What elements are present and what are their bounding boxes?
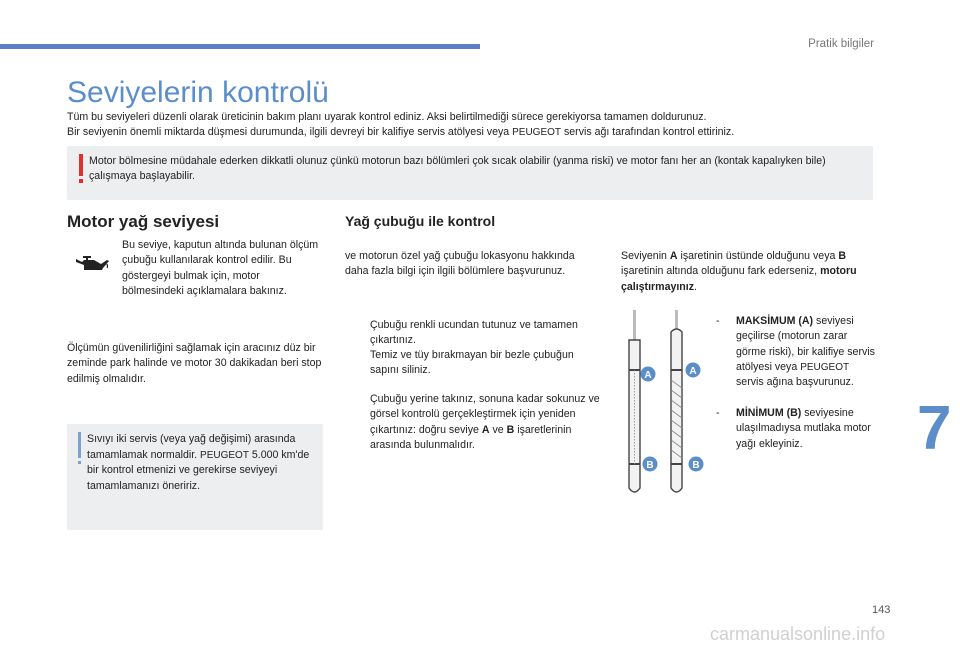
svg-text:B: B (692, 460, 700, 471)
marker-a-right (686, 363, 701, 378)
dipstick-heading: Yağ çubuğu ile kontrol (345, 213, 496, 229)
mark-b-ref: B (506, 423, 515, 436)
text-part: seviyesine ulaşılmadıysa mutlaka motor yağı ekleyiniz. (736, 407, 871, 450)
intro-text: servis ağı tarafından kontrol ettiriniz. (561, 125, 735, 138)
text-part: servis ağına başvurunuz. (736, 376, 854, 389)
dipstick-illustration (610, 310, 712, 496)
intro-line-2 (67, 125, 887, 141)
info-icon (78, 432, 81, 458)
text-part: Çubuğu yerine takınız, sonuna kadar sokunuz ve görsel kontrolü gerçekleştirmek için yeniden çıkartınız: doğru seviye (370, 393, 600, 436)
section-label: Pratik bilgiler (808, 38, 874, 50)
mark-a-ref: A (481, 423, 490, 436)
text-part: işaretinin üstünde olduğunu veya (677, 250, 839, 262)
list-dash: - (716, 407, 720, 419)
step-text: Çubuğu renkli ucundan tutunuz ve tamamen çıkartınız. (370, 319, 578, 347)
info-text (87, 432, 312, 494)
measurement-conditions: Ölçümün güvenilirliğini sağlamak için aracınız düz bir zeminde park halinde ve motor 30 dakikadan beri stop edilmiş olmalıdır. (67, 342, 322, 385)
svg-text:A: A (689, 366, 697, 377)
min-level-label: MİNİMUM (B) (736, 407, 802, 419)
oil-can-icon (74, 253, 110, 273)
text-part: . (694, 280, 697, 293)
svg-text:A: A (644, 370, 652, 381)
marker-b-right (689, 457, 704, 472)
text-part: seviyesi geçilirse (motorun zarar görme riski), bir kalifiye servis atölyesi veya (736, 315, 875, 373)
text-part: Seviyenin (621, 250, 670, 262)
mark-a-ref: A (669, 250, 678, 262)
list-dash: - (716, 315, 720, 327)
warning-icon (79, 154, 83, 184)
chapter-number: 7 (917, 394, 952, 463)
step-text: Temiz ve tüy bırakmayan bir bezle çubuğun sapını siliniz. (370, 349, 574, 377)
max-level-text (716, 314, 876, 390)
warning-box (67, 146, 873, 200)
step-1 (345, 318, 605, 349)
mark-b-ref: B (838, 250, 846, 262)
page-number: 143 (872, 604, 891, 616)
warning-text: Motor bölmesine müdahale ederken dikkatli olunuz çünkü motorun bazı bölümleri çok sıcak olabilir (yanma riski) ve motor fanı her an (kontak kapalıyken bile) çalışmaya başlayabilir. (89, 155, 826, 182)
brand-name: PEUGEOT (800, 361, 850, 373)
motor-oil-heading: Motor yağ seviyesi (67, 212, 220, 231)
svg-text:B: B (646, 460, 654, 471)
brand-name: PEUGEOT (200, 449, 249, 461)
info-box (67, 424, 323, 530)
text-part: işaretinin altında olduğunu fark ederseniz, (621, 265, 821, 278)
intro-line-1: Tüm bu seviyeleri düzenli olarak üreticinin bakım planı uyarak kontrol ediniz. Aksi belirtilmediği sürece gerekiyorsa tamamen doldurunuz. (67, 111, 707, 123)
dipstick-intro: ve motorun özel yağ çubuğu lokasyonu hakkında daha fazla bilgi için ilgili bölümlere başvurunuz. (345, 250, 575, 278)
text-part: ve (489, 423, 507, 436)
do-not-start-warning: motoru çalıştırmayınız (621, 265, 857, 293)
min-level-text (716, 406, 876, 452)
step-2 (345, 348, 605, 379)
intro-text: Bir seviyenin önemli miktarda düşmesi durumunda, ilgili devreyi bir kalifiye servis atölyesi veya (67, 125, 513, 138)
header-accent-bar (0, 44, 480, 49)
text-part: işaretlerinin arasında bulunmalıdır. (370, 423, 572, 451)
marker-b-left (643, 457, 658, 472)
max-level-label: MAKSİMUM (A) (736, 315, 814, 327)
brand-name: PEUGEOT (512, 126, 562, 138)
watermark: carmanualsonline.info (710, 624, 886, 644)
min-level-item (716, 406, 876, 452)
info-text-part: Sıvıyı iki servis (veya yağ değişimi) arasında tamamlamak normaldir. (87, 433, 296, 461)
level-comparison-text (621, 249, 881, 295)
page-title: Seviyelerin kontrolü (67, 76, 329, 109)
intro-paragraph (67, 110, 887, 140)
max-level-item (716, 314, 876, 390)
oil-level-description: Bu seviye, kaputun altında bulunan ölçüm çubuğu kullanılarak kontrol edilir. Bu göstergeyi bulmak için, motor bölmesindeki açıklamalara bakınız. (122, 239, 319, 297)
marker-a-left (641, 367, 656, 382)
info-text-part: 5.000 km'de bir kontrol etmenizi ve gerekirse seviyeyi tamamlamanızı öneririz. (87, 448, 310, 492)
step-text (345, 392, 605, 453)
step-3 (345, 392, 605, 453)
